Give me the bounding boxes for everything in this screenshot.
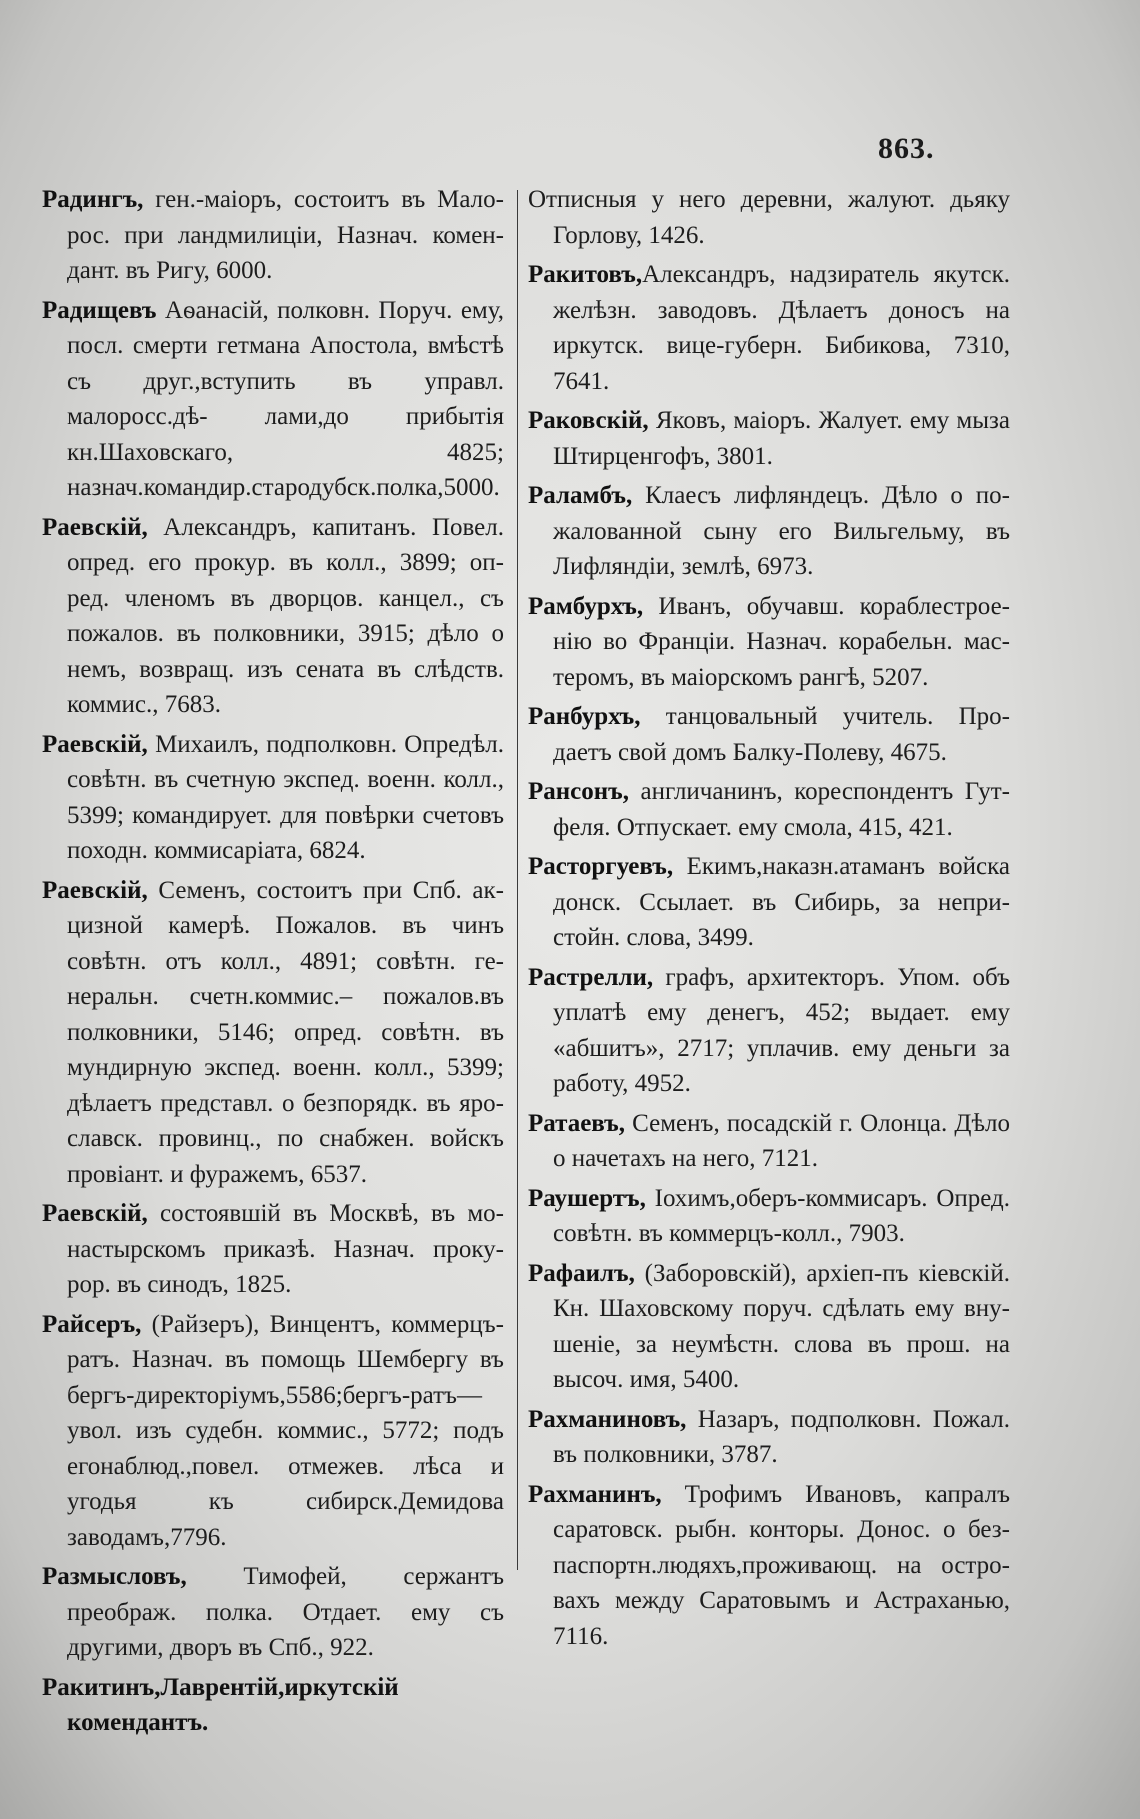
index-entry (42, 1307, 504, 1556)
index-entry (42, 727, 504, 869)
index-entry (528, 1181, 1010, 1252)
page-number: 863. (878, 132, 935, 165)
index-entry (42, 293, 504, 506)
index-entry (528, 403, 1010, 474)
index-entry (528, 960, 1010, 1102)
entry-text: ген.-маіоръ, состоитъ въ Мало- рос. при ландмилиціи, Назнач. комен- дант. въ Ригу, 6000. (67, 186, 504, 284)
right-column (528, 182, 1010, 1658)
index-entry (528, 478, 1010, 585)
entry-text: Иванъ, обучавш. кораблестрое- нію во Франціи. Назнач. корабельн. мас- теромъ, въ маіорскомъ рангѣ, 5207. (553, 592, 1010, 691)
index-entry (528, 589, 1010, 696)
entry-text: танцовальный учитель. Про- даетъ свой домъ Балку-Полеву, 4675. (553, 703, 1010, 766)
index-entry (42, 510, 504, 723)
entry-text: графъ, архитекторъ. Упом. объ уплатѣ ему денегъ, 452; выдает. ему «абшитъ», 2717; уплачив. ему деньги за работу, 4952. (553, 963, 1010, 1097)
entry-headword: Раушертъ, (528, 1184, 646, 1212)
entry-headword: Ракитинъ,Лаврентій,иркутскій комендантъ. (42, 1673, 399, 1736)
entry-headword: Раковскій, (528, 407, 649, 434)
column-divider (517, 190, 518, 1570)
entry-headword: Ракитовъ, (528, 261, 643, 288)
entry-headword: Райсеръ, (42, 1310, 142, 1338)
entry-text: состоявшій въ Москвѣ, въ мо- настырскомъ приказѣ. Назнач. проку- рор. въ синодъ, 1825. (67, 1200, 504, 1298)
entry-headword: Размысловъ, (42, 1563, 187, 1590)
entry-text: Тимофей, сержантъ преображ. полка. Отдает. ему съ другими, дворъ въ Спб., 922. (67, 1563, 504, 1661)
index-entry (42, 873, 504, 1193)
entry-headword: Растрелли, (528, 963, 654, 991)
entry-text: Семенъ, посадскій г. Олонца. Дѣло о начетахъ на него, 7121. (553, 1109, 1010, 1172)
index-entry (42, 1196, 504, 1303)
index-entry (528, 1402, 1010, 1473)
entry-headword: Рафаилъ, (528, 1259, 635, 1287)
entry-text: Семенъ, состоитъ при Спб. ак- цизной камерѣ. Пожалов. въ чинъ совѣтн. отъ колл., 4891; совѣтн. ге- неральн. счетн.коммис.– пожалов.въ полковники, 5146; опред. совѣтн. въ мундирную экспед. военн. колл., 5399; дѣлаетъ представл. о безпорядк. въ яро- славск. провинц., по снабжен. войскъ провіант. и фуражемъ, 6537. (67, 876, 504, 1188)
index-entry (528, 257, 1010, 399)
entry-headword: Раевскій, (42, 730, 148, 758)
entry-headword: Раевскій, (42, 1200, 148, 1227)
entry-text: Трофимъ Ивановъ, капралъ саратовск. рыбн. конторы. Донос. о без- паспортн.людяхъ,проживающ. на остро- вахъ между Саратовымъ и Астраханью, 7116. (553, 1480, 1010, 1650)
index-entry (528, 1477, 1010, 1655)
entry-headword: Рамбурхъ, (528, 592, 644, 620)
entry-headword: Радингъ, (42, 186, 144, 213)
entry-text: англичанинъ, кореспондентъ Гут- феля. Отпускает. ему смола, 415, 421. (553, 778, 1010, 841)
entry-text: Клаесъ лифляндецъ. Дѣло о по- жалованной сыну его Вильгельму, въ Лифляндіи, землѣ, 6973. (553, 482, 1010, 580)
entry-text: (Заборовскій), архіеп-пъ кіевскій. Кн. Шаховскому поруч. сдѣлать ему вну- шеніе, за неумѣстн. слова въ прош. на высоч. имя, 5400. (553, 1259, 1010, 1393)
index-entry (42, 182, 504, 289)
entry-text: Аѳанасій, полковн. Поруч. ему, посл. смерти гетмана Апостола, вмѣстѣ съ друг.,вступить въ управл. малоросс.дѣ- лами,до прибытія кн.Шаховскаго, 4825; назнач.командир.стародубск.полка,5000. (67, 296, 504, 501)
entry-headword: Ратаевъ, (528, 1109, 626, 1137)
index-entry (528, 849, 1010, 956)
entry-text: Яковъ, маіоръ. Жалует. ему мыза Штирценгофъ, 3801. (553, 407, 1010, 470)
entry-headword: Раевскій, (42, 513, 148, 541)
index-entry (528, 774, 1010, 845)
entry-headword: Расторгуевъ, (528, 853, 674, 880)
left-column (42, 182, 504, 1745)
entry-text: Іохимъ,оберъ-коммисаръ. Опред. совѣтн. въ коммерцъ-колл., 7903. (553, 1184, 1010, 1247)
entry-text: (Райзеръ), Винцентъ, коммерцъ- ратъ. Назнач. въ помощь Шембергу въ бергъ-директоріумъ,5586;бергъ-ратъ— увол. изъ судебн. коммис., 5772; подъ егонаблюд.,повел. отмежев. лѣса и угодья къ сибирск.Демидова заводамъ,7796. (67, 1310, 504, 1551)
entry-text: Отписныя у него деревни, жалуют. дьяку Горлову, 1426. (528, 186, 1010, 249)
index-entry (42, 1670, 504, 1741)
index-entry (528, 699, 1010, 770)
entry-headword: Рахманинъ, (528, 1480, 662, 1508)
entry-headword: Рахманиновъ, (528, 1405, 687, 1433)
index-entry (528, 182, 1010, 253)
entry-headword: Раламбъ, (528, 482, 633, 509)
entry-headword: Ранбурхъ, (528, 703, 641, 730)
entry-headword: Рансонъ, (528, 778, 630, 805)
entry-text: Александръ, надзиратель якутск. желѣзн. заводовъ. Дѣлаетъ доносъ на иркутск. вице-губерн. Бибикова, 7310, 7641. (553, 261, 1010, 395)
index-entry (528, 1106, 1010, 1177)
entry-text: Михаилъ, подполковн. Опредѣл. совѣтн. въ счетную экспед. военн. колл., 5399; командирует. для повѣрки счетовъ походн. коммисаріата, 6824. (67, 730, 504, 864)
entry-text: Назаръ, подполковн. Пожал. въ полковники, 3787. (553, 1405, 1010, 1468)
index-entry (42, 1559, 504, 1666)
entry-text: Екимъ,наказн.атаманъ войска донск. Ссылает. въ Сибирь, за непри- стойн. слова, 3499. (553, 853, 1010, 951)
index-entry (528, 1256, 1010, 1398)
entry-text: Александръ, капитанъ. Повел. опред. его прокур. въ колл., 3899; оп- ред. членомъ въ дворцов. канцел., съ пожалов. въ полковники, 3915; дѣло о немъ, возвращ. изъ сената въ слѣдств. коммис., 7683. (67, 513, 504, 718)
entry-headword: Радищевъ (42, 296, 157, 324)
entry-headword: Раевскій, (42, 876, 148, 904)
